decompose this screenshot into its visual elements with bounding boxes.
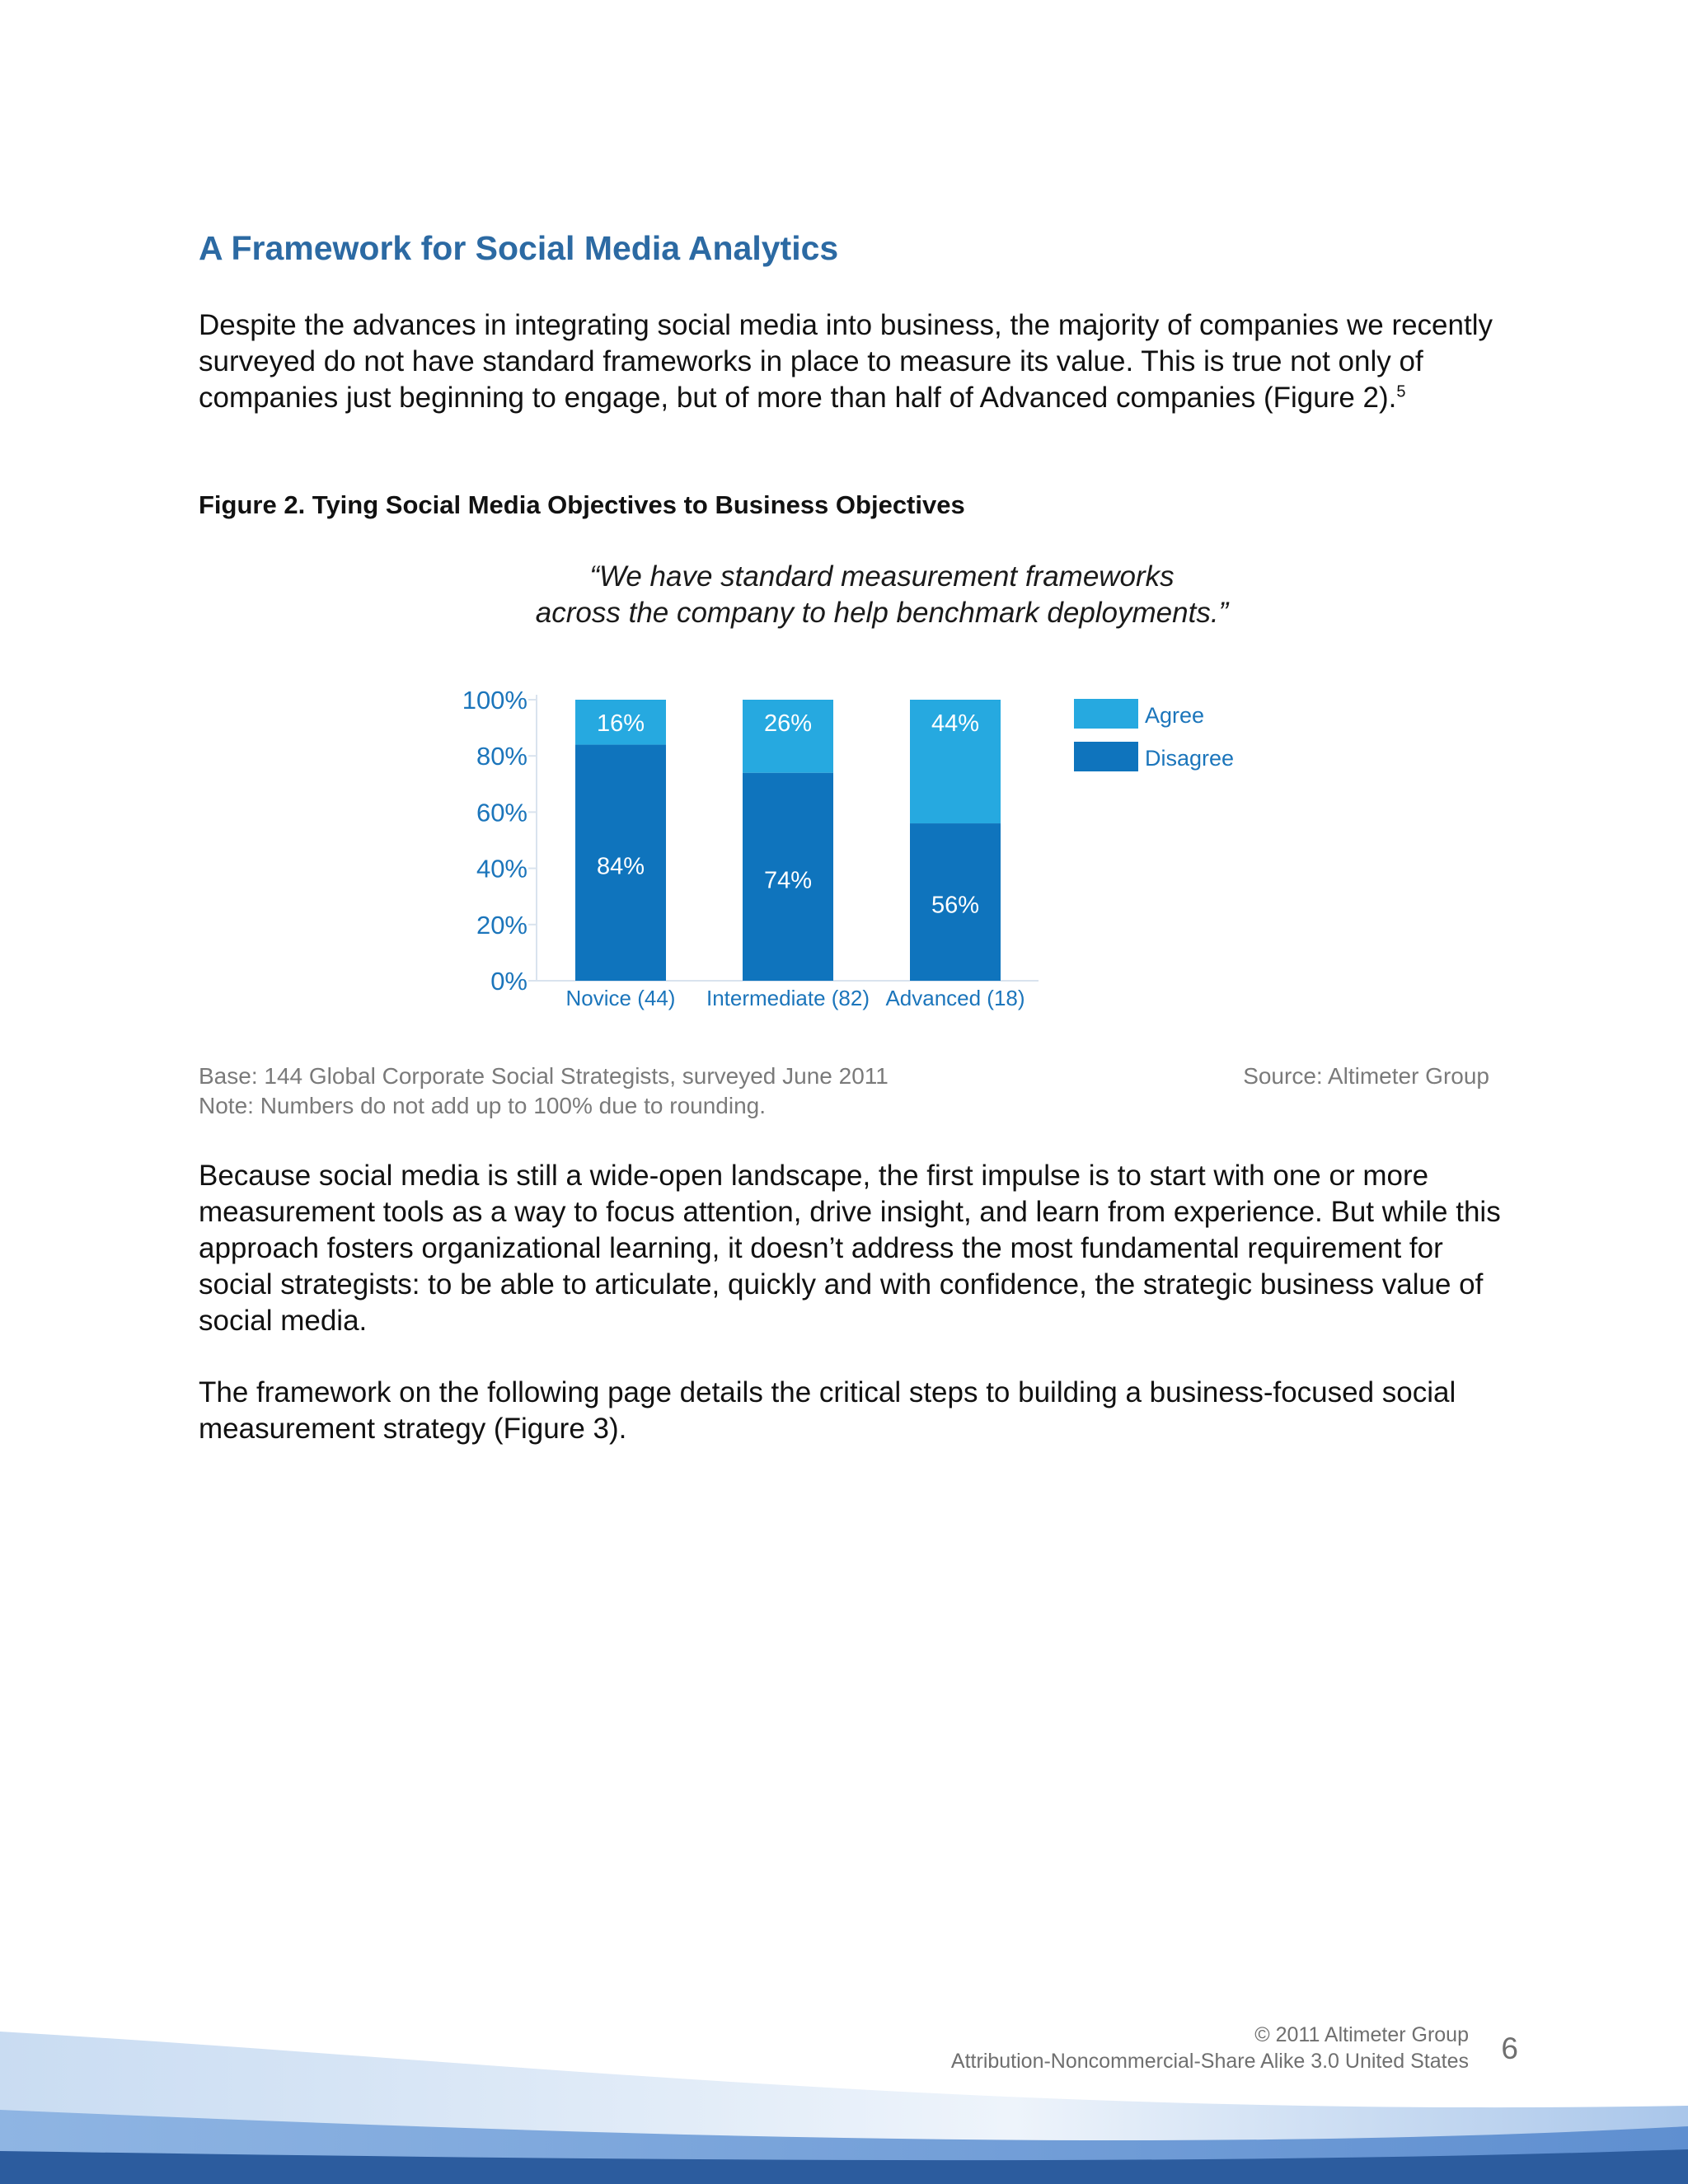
y-tick-label: 0%	[490, 967, 528, 996]
legend-swatch	[1074, 742, 1138, 771]
bar-label-agree: 26%	[763, 710, 813, 737]
legend-swatch	[1074, 699, 1138, 729]
bar-label-agree: 44%	[931, 710, 980, 737]
x-category-label: Intermediate (82)	[706, 986, 870, 1010]
chart-quote-line-1: “We have standard measurement frameworks	[589, 560, 1175, 593]
bar-label-disagree: 74%	[763, 867, 813, 894]
bar-label-disagree: 56%	[931, 892, 980, 919]
bar-label-agree: 16%	[596, 710, 645, 737]
figure-caption: Figure 2. Tying Social Media Objectives to Business Objectives	[199, 490, 965, 519]
bar-label-disagree: 84%	[596, 853, 645, 880]
rounding-note: Note: Numbers do not add up to 100% due to rounding.	[199, 1093, 767, 1118]
body-paragraph-2: The framework on the following page details the critical steps to building a business-focused social measurement strategy (Figure 3).	[199, 1376, 1456, 1445]
x-category-label: Advanced (18)	[885, 986, 1025, 1010]
legend-label: Agree	[1145, 703, 1205, 728]
base-note: Base: 144 Global Corporate Social Strategists, surveyed June 2011	[199, 1063, 889, 1089]
footnote-marker: 5	[1396, 382, 1406, 401]
body-paragraph-1: Because social media is still a wide-open landscape, the first impulse is to start with one or more measurement tools as a way to focus attention, drive insight, and learn from experience. But while this approach fosters organizational learning, it doesn’t address the most fundamental requirement for social strategists: to be able to articulate, quickly and with confidence, the strategic business value of social media.	[199, 1160, 1501, 1337]
section-heading: A Framework for Social Media Analytics	[199, 229, 839, 267]
footer-copyright: © 2011 Altimeter Group	[1254, 2023, 1469, 2046]
legend-label: Disagree	[1145, 746, 1235, 771]
chart-quote-line-2: across the company to help benchmark deployments.”	[535, 597, 1229, 629]
y-tick-label: 20%	[476, 910, 528, 940]
y-tick-label: 80%	[476, 742, 528, 771]
intro-text: Despite the advances in integrating social media into business, the majority of companies we recently surveyed do not have standard frameworks in place to measure its value. This is true not only of companies just beginning to engage, but of more than half of Advanced companies (Figure 2).	[199, 309, 1493, 414]
stacked-bar-chart	[0, 0, 1688, 1055]
x-category-label: Novice (44)	[565, 986, 676, 1010]
y-tick-label: 60%	[476, 798, 528, 827]
page-number: 6	[1501, 2032, 1518, 2065]
source-note: Source: Altimeter Group	[1243, 1063, 1489, 1089]
y-tick-label: 100%	[462, 686, 528, 715]
y-tick-label: 40%	[476, 854, 528, 883]
footer-license: Attribution-Noncommercial-Share Alike 3.0 United States	[950, 2050, 1469, 2073]
